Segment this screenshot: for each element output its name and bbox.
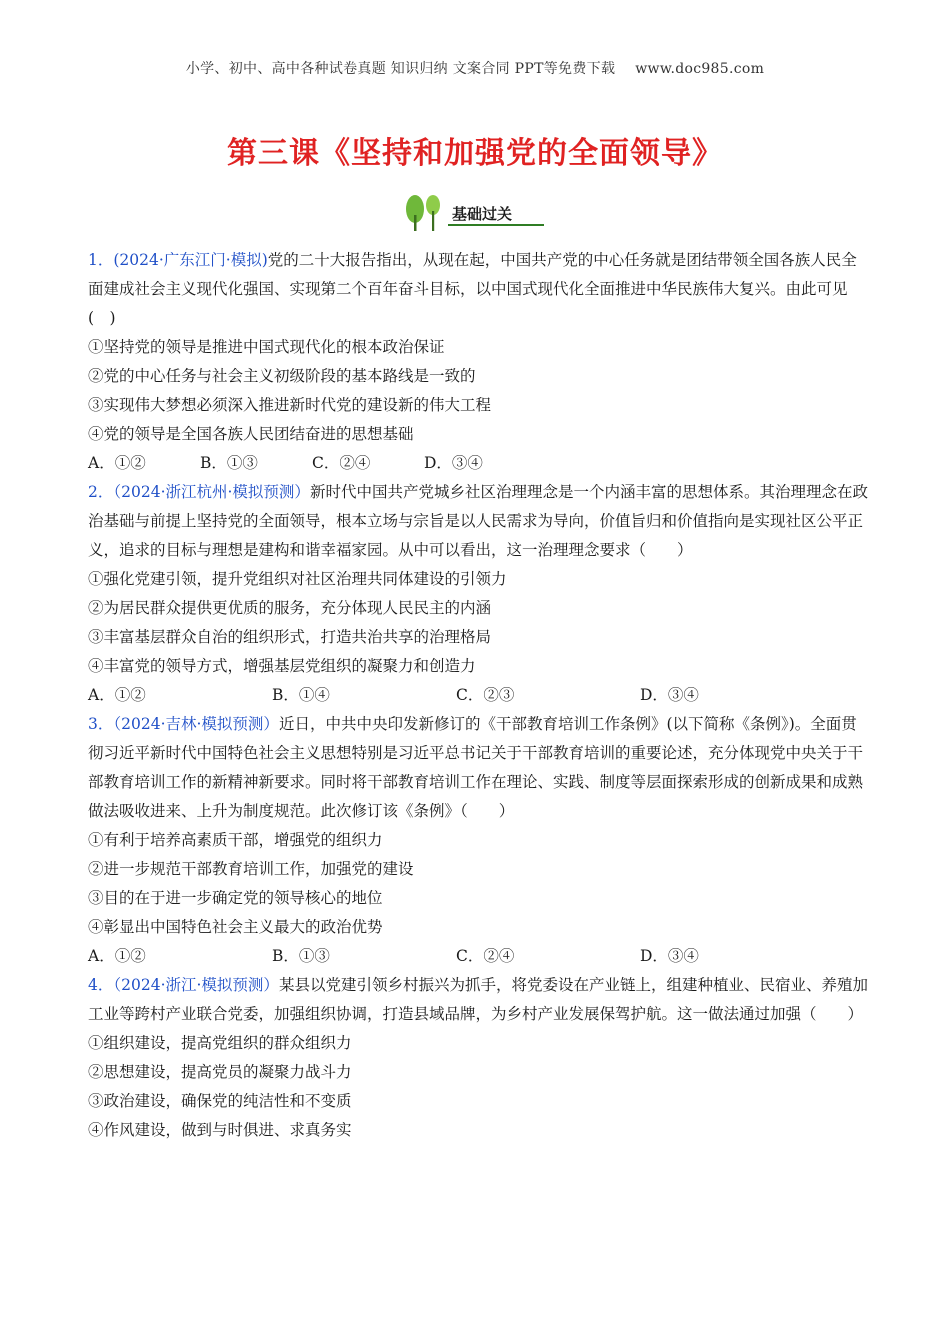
- statement-item: ①有利于培养高素质干部，增强党的组织力: [88, 831, 383, 849]
- statement-item: ④彰显出中国特色社会主义最大的政治优势: [88, 918, 383, 936]
- statement-item: ④作风建设，做到与时俱进、求真务实: [88, 1121, 352, 1139]
- section-badge-label: 基础过关: [452, 205, 513, 223]
- statement-item: ②为居民群众提供更优质的服务，充分体现人民民主的内涵: [88, 599, 492, 617]
- statement-item: ②思想建设，提高党员的凝聚力战斗力: [88, 1063, 352, 1081]
- choice-b[interactable]: B．①④: [272, 686, 330, 704]
- question-source: （2024·浙江·模拟预测）: [113, 976, 279, 994]
- statement-item: ④丰富党的领导方式，增强基层党组织的凝聚力和创造力: [88, 657, 476, 675]
- question-text: 党的二十大报告指出，从现在起，中国共产党的中心任务就是团结带领全国各族人民全面建成社会主义现代化强国、实现第二个百年奋斗目标，以中国式现代化全面推进中华民族伟大复兴。由此可见( ): [88, 251, 857, 327]
- question-number: 4．: [88, 976, 114, 994]
- statement-item: ①强化党建引领，提升党组织对社区治理共同体建设的引领力: [88, 570, 507, 588]
- question-3: [88, 710, 868, 971]
- question-number: 1．: [88, 251, 114, 269]
- answer-choices: [88, 681, 868, 710]
- statement-item: ②党的中心任务与社会主义初级阶段的基本路线是一致的: [88, 367, 476, 385]
- statement-item: ③政治建设，确保党的纯洁性和不变质: [88, 1092, 352, 1110]
- question-stem: [88, 710, 868, 826]
- statement-item: ④党的领导是全国各族人民团结奋进的思想基础: [88, 425, 414, 443]
- section-badge: [400, 193, 550, 233]
- statement-item: ②进一步规范干部教育培训工作，加强党的建设: [88, 860, 414, 878]
- question-text: 某县以党建引领乡村振兴为抓手，将党委设在产业链上，组建种植业、民宿业、养殖加工业等跨村产业联合党委，加强组织协调，打造县域品牌，为乡村产业发展保驾护航。这一做法通过加强（ ）: [88, 976, 868, 1023]
- choice-c[interactable]: C．②③: [456, 686, 515, 704]
- choice-a[interactable]: A．①②: [88, 947, 146, 965]
- choice-d[interactable]: D．③④: [640, 947, 699, 965]
- choice-c[interactable]: C．②④: [456, 947, 515, 965]
- choice-a[interactable]: A．①②: [88, 454, 146, 472]
- page-title: 第三课《坚持和加强党的全面领导》: [227, 136, 723, 171]
- header-text: 小学、初中、高中各种试卷真题 知识归纳 文案合同 PPT等免费下载: [185, 61, 616, 77]
- question-1: [88, 246, 868, 478]
- choice-d[interactable]: D．③④: [640, 686, 699, 704]
- header-url[interactable]: www.doc985.com: [635, 61, 765, 77]
- statement-item: ①组织建设，提高党组织的群众组织力: [88, 1034, 352, 1052]
- answer-choices: [88, 942, 868, 971]
- tree-icon: [400, 193, 448, 233]
- choice-c[interactable]: C．②④: [312, 454, 371, 472]
- statement-item: ③目的在于进一步确定党的领导核心的地位: [88, 889, 383, 907]
- choice-a[interactable]: A．①②: [88, 686, 146, 704]
- question-text: 新时代中国共产党城乡社区治理理念是一个内涵丰富的思想体系。其治理理念在政治基础与前提上坚持党的全面领导，根本立场与宗旨是以人民需求为导向，价值旨归和价值指向是实现社区公平正义，追求的目标与理想是建构和谐幸福家园。从中可以看出，这一治理理念要求（ ）: [88, 483, 868, 559]
- question-stem: [88, 246, 868, 333]
- statement-item: ③丰富基层群众自治的组织形式，打造共治共享的治理格局: [88, 628, 492, 646]
- question-stem: [88, 971, 868, 1029]
- choice-b[interactable]: B．①③: [200, 454, 258, 472]
- question-source: （2024·浙江杭州·模拟预测）: [113, 483, 310, 501]
- question-number: 3．: [88, 715, 114, 733]
- question-stem: [88, 478, 868, 565]
- question-list: [88, 246, 868, 1145]
- question-source: (2024·广东江门·模拟): [113, 251, 268, 269]
- badge-underline: [448, 224, 544, 226]
- statement-item: ①坚持党的领导是推进中国式现代化的根本政治保证: [88, 338, 445, 356]
- page-header: [0, 58, 950, 78]
- question-text: 近日，中共中央印发新修订的《干部教育培训工作条例》(以下简称《条例》)。全面贯彻习近平新时代中国特色社会主义思想特别是习近平总书记关于干部教育培训的重要论述，充分体现党中央关于干部教育培训工作的新精神新要求。同时将干部教育培训工作在理论、实践、制度等层面探索形成的创新成果和成熟做法吸收进来、上升为制度规范。此次修订该《条例》（ ）: [88, 715, 864, 820]
- answer-choices: [88, 449, 868, 478]
- question-source: （2024·吉林·模拟预测）: [113, 715, 279, 733]
- choice-b[interactable]: B．①③: [272, 947, 330, 965]
- question-2: [88, 478, 868, 710]
- choice-d[interactable]: D．③④: [424, 454, 483, 472]
- question-number: 2．: [88, 483, 114, 501]
- question-4: [88, 971, 868, 1145]
- statement-item: ③实现伟大梦想必须深入推进新时代党的建设新的伟大工程: [88, 396, 492, 414]
